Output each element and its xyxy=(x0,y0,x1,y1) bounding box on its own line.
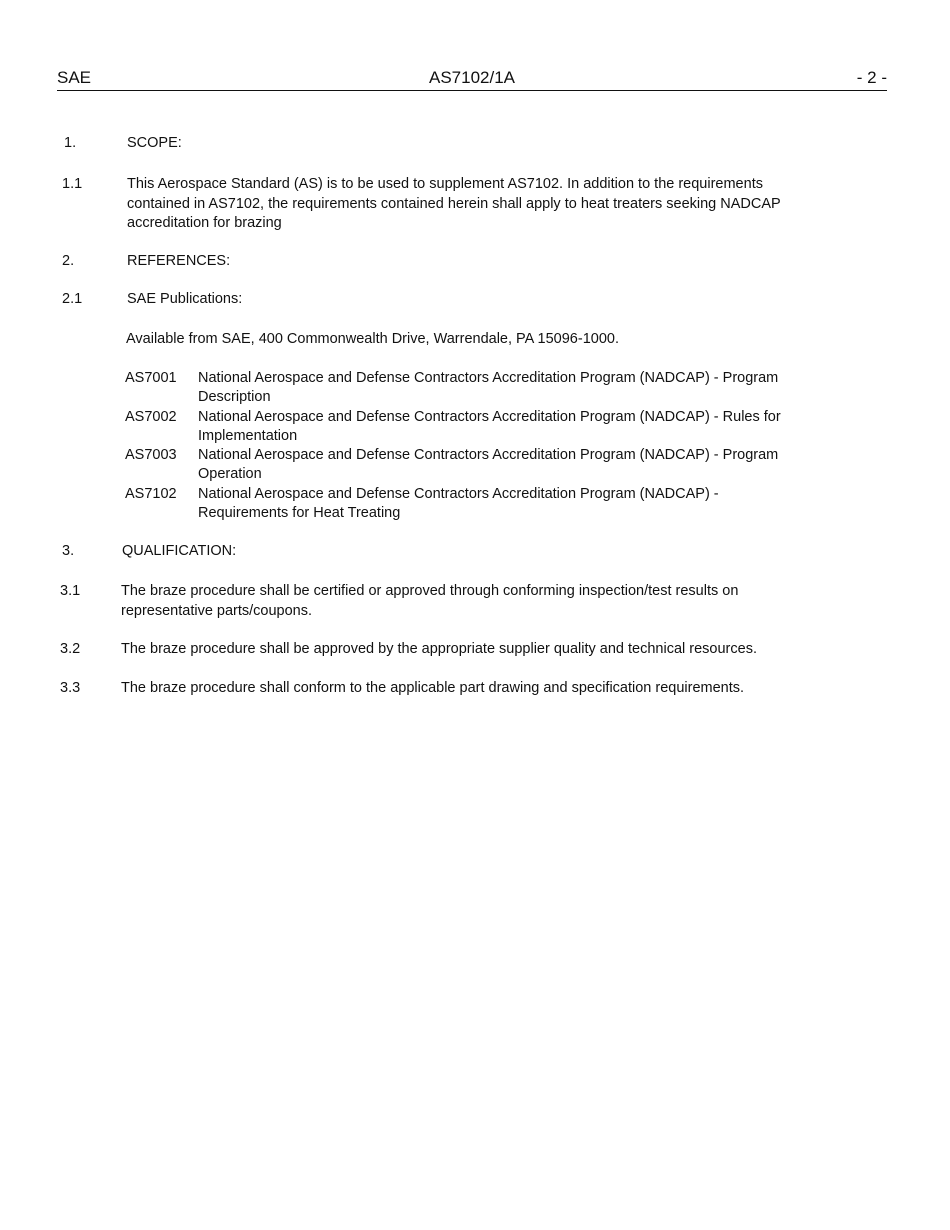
section-2-title: REFERENCES: xyxy=(127,253,231,269)
reference-title: National Aerospace and Defense Contractors Accreditation Program (NADCAP) - Requirements for Heat Treating xyxy=(198,486,719,521)
section-3-number: 3. xyxy=(62,543,75,559)
reference-code: AS7001 xyxy=(125,370,177,386)
section-3-2-text: The braze procedure shall be approved by the appropriate supplier quality and technical resources. xyxy=(121,641,757,657)
section-3-3-text: The braze procedure shall conform to the applicable part drawing and specification requirements. xyxy=(121,680,745,696)
section-3-1-number: 3.1 xyxy=(60,583,81,599)
reference-title: National Aerospace and Defense Contractors Accreditation Program (NADCAP) - Program Description xyxy=(198,370,779,405)
section-2-number: 2. xyxy=(62,253,75,269)
section-3-2-number: 3.2 xyxy=(60,641,81,657)
reference-title: National Aerospace and Defense Contractors Accreditation Program (NADCAP) - Rules for Implementation xyxy=(198,409,781,444)
section-1-1-number: 1.1 xyxy=(62,176,83,192)
page-header xyxy=(57,66,887,91)
section-1-1-text: This Aerospace Standard (AS) is to be used to supplement AS7102. In addition to the requirements contained in AS7102, the requirements contained herein shall apply to heat treaters seeking NADCAP accreditation for brazing xyxy=(127,176,781,231)
header-org: SAE xyxy=(57,68,92,87)
section-3-1-text: The braze procedure shall be certified or approved through conforming inspection/test results on representative parts/coupons. xyxy=(121,583,739,619)
section-3-3-number: 3.3 xyxy=(60,680,81,696)
section-1-title: SCOPE: xyxy=(127,135,182,151)
reference-code: AS7102 xyxy=(125,486,177,502)
section-2-1-number: 2.1 xyxy=(62,291,83,307)
reference-title: National Aerospace and Defense Contractors Accreditation Program (NADCAP) - Program Operation xyxy=(198,447,779,482)
section-2-1-title: SAE Publications: xyxy=(127,291,243,307)
section-1-number: 1. xyxy=(64,135,77,151)
reference-code: AS7002 xyxy=(125,409,177,425)
section-3-title: QUALIFICATION: xyxy=(122,543,237,559)
availability-text: Available from SAE, 400 Commonwealth Drive, Warrendale, PA 15096-1000. xyxy=(126,331,619,347)
reference-code: AS7003 xyxy=(125,447,177,463)
header-page-number: - 2 - xyxy=(856,68,887,87)
header-doc-number: AS7102/1A xyxy=(429,68,516,87)
